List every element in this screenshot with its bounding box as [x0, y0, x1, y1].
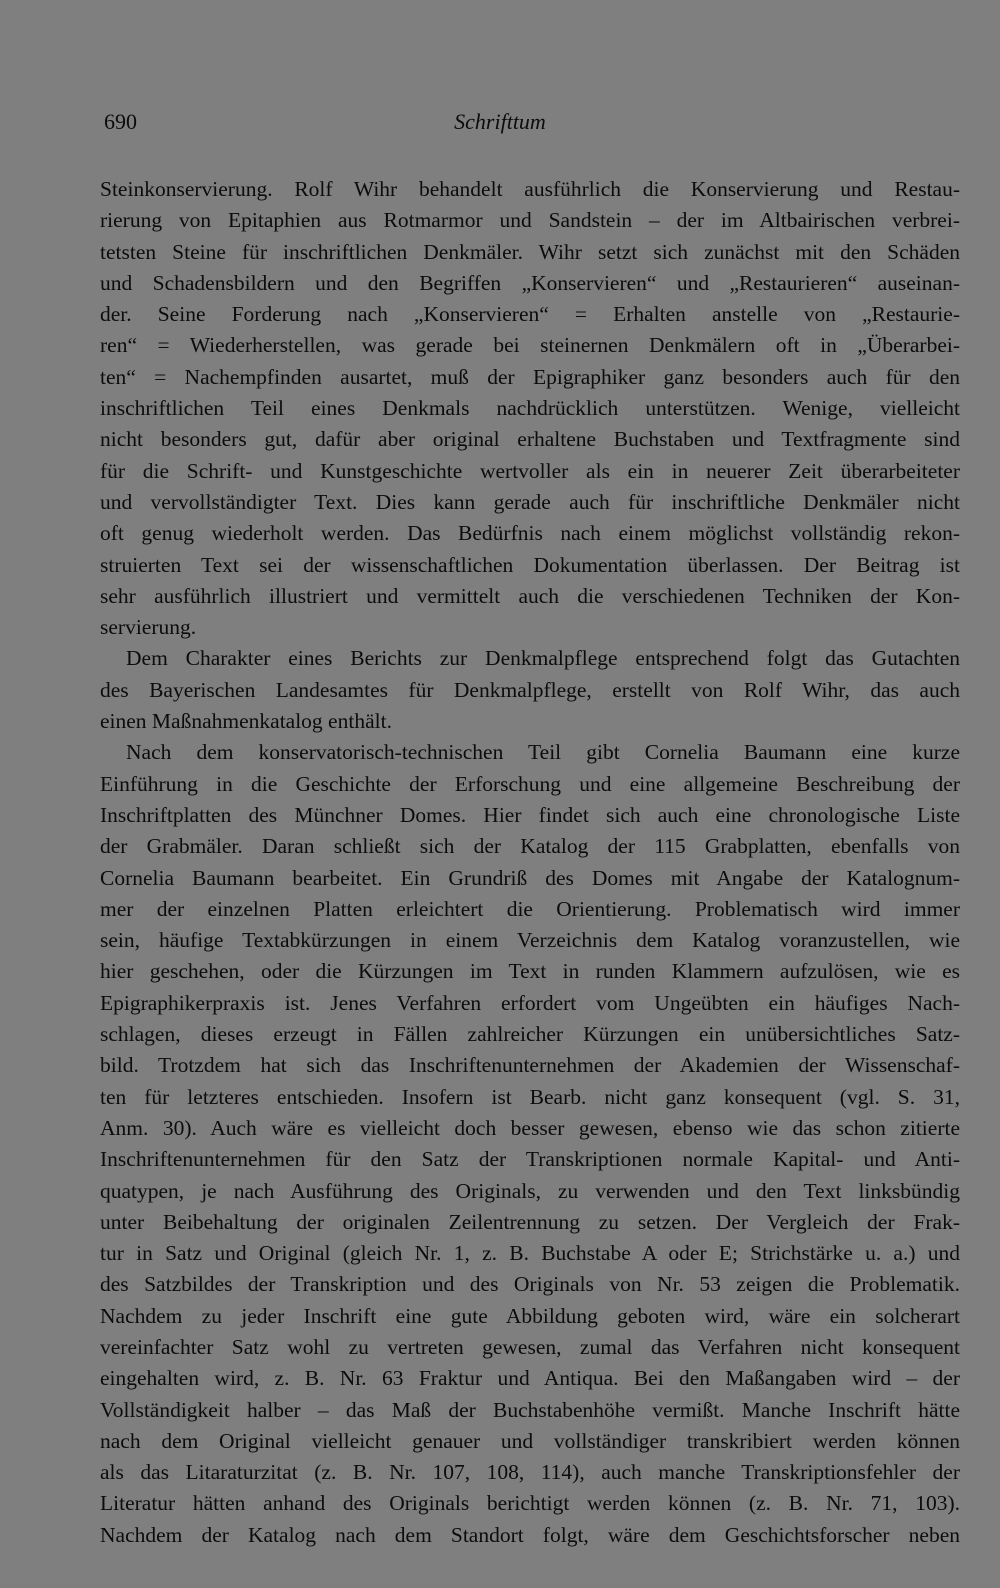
text-line: tur in Satz und Original (gleich Nr. 1, z. B. Buchstabe A oder E; Strichstärke u. a.) und	[100, 1241, 960, 1266]
text-line: servierung.	[100, 615, 197, 640]
text-line: nicht besonders gut, dafür aber original erhaltene Buchstaben und Textfragmente sind	[100, 427, 960, 452]
text-line: Dem Charakter eines Berichts zur Denkmalpflege entsprechend folgt das Gutachten	[126, 646, 960, 671]
text-line: Nach dem konservatorisch-technischen Teil gibt Cornelia Baumann eine kurze	[126, 740, 960, 765]
text-line: Vollständigkeit halber – das Maß der Buchstabenhöhe vermißt. Manche Inschrift hätte	[100, 1397, 960, 1422]
text-line: Epigraphikerpraxis ist. Jenes Verfahren erfordert vom Ungeübten ein häufiges Nach-	[100, 990, 960, 1015]
text-line: Steinkonservierung. Rolf Wihr behandelt ausführlich die Konservierung und Restau-	[100, 177, 960, 201]
text-line: sein, häufige Textabkürzungen in einem Verzeichnis dem Katalog voranzustellen, wie	[100, 928, 960, 953]
text-line: einen Maßnahmenkatalog enthält.	[100, 709, 392, 734]
text-line: tetsten Steine für inschriftlichen Denkmäler. Wihr setzt sich zunächst mit den Schäden	[100, 239, 960, 264]
text-line: rierung von Epitaphien aus Rotmarmor und Sandstein – der im Altbairischen verbrei-	[100, 208, 960, 233]
text-line: Nachdem der Katalog nach dem Standort folgt, wäre dem Geschichtsforscher neben	[100, 1522, 960, 1547]
text-line: ten“ = Nachempfinden ausartet, muß der Epigraphiker ganz besonders auch für den	[100, 364, 960, 389]
text-line: Anm. 30). Auch wäre es vielleicht doch besser gewesen, ebenso wie das schon zitierte	[100, 1115, 960, 1140]
text-line: nach dem Original vielleicht genauer und vollständiger transkribiert werden können	[100, 1428, 960, 1453]
text-line: struierten Text sei der wissenschaftlichen Dokumentation überlassen. Der Beitrag ist	[100, 552, 960, 577]
text-line: unter Beibehaltung der originalen Zeilentrennung zu setzen. Der Vergleich der Frak-	[100, 1209, 960, 1234]
text-line: bild. Trotzdem hat sich das Inschriftenunternehmen der Akademien der Wissenschaf-	[100, 1053, 960, 1078]
text-line: Cornelia Baumann bearbeitet. Ein Grundriß des Domes mit Angabe der Katalognum-	[100, 865, 960, 890]
text-line: oft genug wiederholt werden. Das Bedürfnis nach einem möglichst vollständig rekon-	[100, 521, 960, 546]
text-line: ten für letzteres entschieden. Insofern ist Bearb. nicht ganz konsequent (vgl. S. 31,	[100, 1084, 960, 1109]
text-line: Literatur hätten anhand des Originals berichtigt werden können (z. B. Nr. 71, 103).	[100, 1491, 960, 1516]
text-line: sehr ausführlich illustriert und vermittelt auch die verschiedenen Techniken der Kon-	[100, 583, 960, 608]
text-line: des Bayerischen Landesamtes für Denkmalpflege, erstellt von Rolf Wihr, das auch	[100, 677, 960, 702]
text-line: der Grabmäler. Daran schließt sich der Katalog der 115 Grabplatten, ebenfalls von	[100, 834, 960, 859]
text-line: für die Schrift- und Kunstgeschichte wertvoller als ein in neuerer Zeit überarbeiteter	[100, 458, 960, 483]
body-text	[100, 174, 960, 1551]
text-line: ren“ = Wiederherstellen, was gerade bei steinernen Denkmälern oft in „Überarbei-	[100, 333, 960, 358]
text-line: inschriftlichen Teil eines Denkmals nachdrücklich unterstützen. Wenige, vielleicht	[100, 396, 960, 421]
text-line: Nachdem zu jeder Inschrift eine gute Abbildung geboten wird, wäre ein solcherart	[100, 1303, 960, 1328]
text-line: als das Litaraturzitat (z. B. Nr. 107, 108, 114), auch manche Transkriptionsfehler der	[100, 1460, 960, 1485]
text-line: schlagen, dieses erzeugt in Fällen zahlreicher Kürzungen ein unübersichtliches Satz-	[100, 1022, 960, 1047]
text-line: des Satzbildes der Transkription und des Originals von Nr. 53 zeigen die Problematik.	[100, 1272, 960, 1297]
text-line: Einführung in die Geschichte der Erforschung und eine allgemeine Beschreibung der	[100, 771, 960, 796]
text-line: eingehalten wird, z. B. Nr. 63 Fraktur und Antiqua. Bei den Maßangaben wird – der	[100, 1366, 960, 1391]
text-line: der. Seine Forderung nach „Konservieren“ = Erhalten anstelle von „Restaurie-	[100, 302, 960, 327]
text-line: Inschriftenunternehmen für den Satz der Transkriptionen normale Kapital- und Anti-	[100, 1147, 960, 1172]
running-head: Schrifttum	[454, 109, 546, 134]
text-line: hier geschehen, oder die Kürzungen im Text in runden Klammern aufzulösen, wie es	[100, 959, 960, 984]
text-line: und Schadensbildern und den Begriffen „Konservieren“ und „Restaurieren“ auseinan-	[100, 270, 960, 295]
text-line: vereinfachter Satz wohl zu vertreten gewesen, zumal das Verfahren nicht konsequent	[100, 1334, 960, 1359]
text-line: quatypen, je nach Ausführung des Originals, zu verwenden und den Text linksbündig	[100, 1178, 960, 1203]
text-line: und vervollständigter Text. Dies kann gerade auch für inschriftliche Denkmäler nicht	[100, 489, 960, 514]
text-line: Inschriftplatten des Münchner Domes. Hier findet sich auch eine chronologische Liste	[100, 802, 960, 827]
page-number: 690	[104, 109, 137, 134]
text-line: mer der einzelnen Platten erleichtert die Orientierung. Problematisch wird immer	[100, 896, 960, 921]
